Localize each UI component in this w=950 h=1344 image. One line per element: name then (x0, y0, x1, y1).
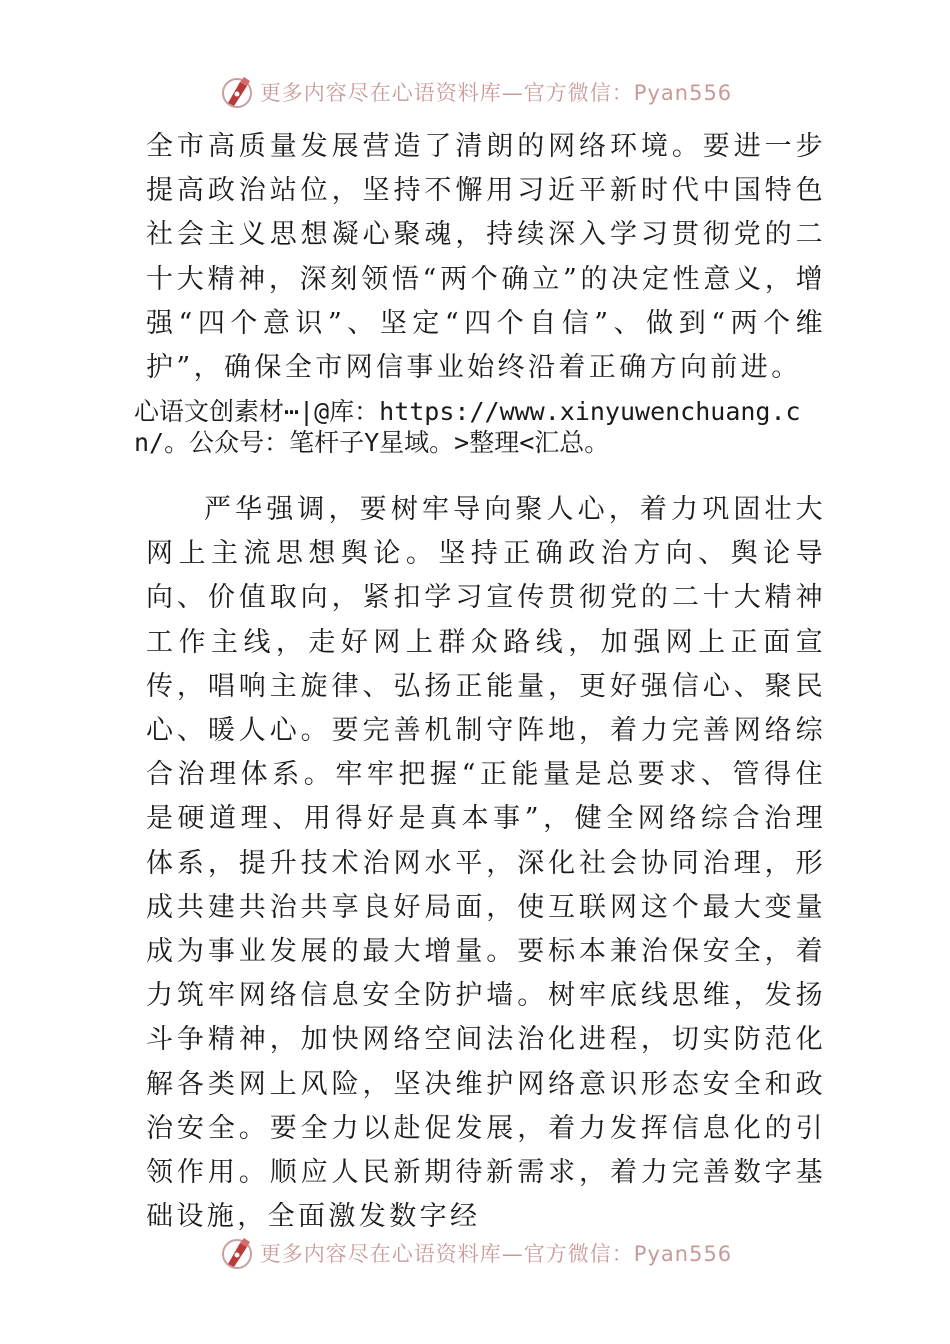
body-paragraph-2: 严华强调，要树牢导向聚人心，着力巩固壮大网上主流思想舆论。坚持正确政治方向、舆论导向、价值取向，紧扣学习宣传贯彻党的二十大精神工作主线，走好网上群众路线，加强网上正面宣传，唱响主旋律、弘扬正能量，更好强信心、聚民心、暖人心。要完善机制守阵地，着力完善网络综合治理体系。牢牢把握“正能量是总要求、管得住是硬道理、用得好是真本事”，健全网络综合治理体系，提升技术治网水平，深化社会协同治理，形成共建共治共享良好局面，使互联网这个最大变量成为事业发展的最大增量。要标本兼治保安全，着力筑牢网络信息安全防护墙。树牢底线思维，发扬斗争精神，加快网络空间法治化进程，切实防范化解各类网上风险，坚决维护网络意识形态安全和政治安全。要全力以赴促发展，着力发挥信息化的引领作用。顺应人民新期待新需求，着力完善数字基础设施，全面激发数字经 (146, 494, 826, 1233)
footer-banner (0, 1231, 950, 1275)
source-attribution-line: 心语文创素材⋯|@库：https://www.xinyuwenchuang.cn/。公众号：笔杆子Y星域。>整理<汇总。 (134, 397, 801, 457)
header-banner-text: 更多内容尽在心语资料库—官方微信：Pyan556 (259, 81, 733, 105)
footer-banner-text: 更多内容尽在心语资料库—官方微信：Pyan556 (259, 1242, 733, 1266)
pen-nib-logo-icon (218, 1234, 256, 1272)
pen-nib-logo-icon (218, 73, 256, 111)
header-banner (0, 70, 950, 114)
body-paragraph-1: 全市高质量发展营造了清朗的网络环境。要进一步提高政治站位，坚持不懈用习近平新时代中国特色社会主义思想凝心聚魂，持续深入学习贯彻党的二十大精神，深刻领悟“两个确立”的决定性意义，增强“四个意识”、坚定“四个自信”、做到“两个维护”，确保全市网信事业始终沿着正确方向前进。 (146, 131, 826, 384)
